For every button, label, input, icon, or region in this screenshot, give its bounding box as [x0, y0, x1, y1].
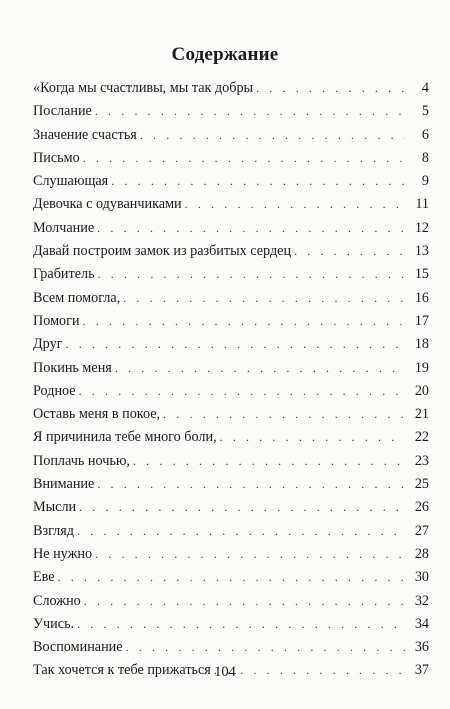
leader-dots [220, 426, 405, 449]
leader-dots [77, 613, 405, 636]
toc-entry-page: 5 [421, 103, 429, 120]
toc-entry-title: Всем помогла, [33, 289, 121, 306]
toc-entry-page: 11 [415, 196, 429, 213]
toc-entry-page: 6 [421, 126, 429, 143]
toc-entry [33, 240, 429, 263]
toc-entry-page: 36 [414, 639, 429, 656]
toc-entry [33, 124, 429, 147]
toc-entry [33, 310, 429, 333]
leader-dots [185, 193, 405, 216]
toc-entry-title: Взгляд [33, 522, 74, 539]
toc-entry [33, 496, 429, 519]
leader-dots [83, 147, 405, 170]
leader-dots [95, 100, 405, 123]
leader-dots [79, 380, 405, 403]
toc-entry [33, 217, 429, 240]
toc-entry-title: Так хочется к тебе прижаться [33, 662, 211, 679]
leader-dots [84, 590, 405, 613]
leader-dots [123, 287, 405, 310]
leader-dots [79, 496, 405, 519]
leader-dots [97, 217, 405, 240]
toc-entry-title: Оставь меня в покое, [33, 406, 161, 423]
toc-entry-page: 22 [414, 429, 429, 446]
toc-entry [33, 520, 429, 543]
toc-entry [33, 380, 429, 403]
leader-dots [98, 263, 405, 286]
toc-entry-page: 32 [414, 592, 429, 609]
leader-dots [83, 310, 405, 333]
toc-entry-title: Помоги [33, 312, 80, 329]
table-of-contents [33, 77, 429, 683]
toc-entry-page: 28 [414, 545, 429, 562]
toc-entry [33, 566, 429, 589]
toc-entry-page: 9 [421, 173, 429, 190]
toc-entry-page: 4 [421, 80, 429, 96]
toc-entry-page: 27 [414, 522, 429, 539]
page-number: 104 [214, 664, 236, 680]
toc-entry [33, 473, 429, 496]
toc-entry-title: Грабитель [33, 266, 95, 283]
toc-entry-title: Сложно [33, 592, 81, 609]
toc-entry-page: 13 [414, 243, 429, 260]
leader-dots [97, 473, 405, 496]
toc-entry-page: 16 [414, 289, 429, 306]
toc-entry [33, 263, 429, 286]
toc-entry-page: 37 [414, 662, 429, 679]
toc-entry-title: Еве [33, 569, 55, 586]
toc-entry-page: 34 [414, 615, 429, 632]
leader-dots [77, 520, 405, 543]
leader-dots [294, 240, 405, 263]
toc-entry-title: Учись. [33, 615, 75, 632]
toc-entry [33, 426, 429, 449]
leader-dots [95, 543, 405, 566]
toc-entry [33, 590, 429, 613]
toc-entry [33, 100, 429, 123]
toc-entry [33, 170, 429, 193]
page-title: Содержание [171, 44, 279, 65]
toc-entry [33, 193, 429, 216]
leader-dots [140, 124, 405, 147]
toc-entry-title: Я причинила тебе много боли, [33, 429, 217, 446]
toc-entry-title: Мысли [33, 499, 77, 516]
toc-entry-title: Друг [33, 336, 63, 353]
toc-entry [33, 613, 429, 636]
leader-dots [256, 77, 405, 100]
leader-dots [133, 450, 405, 473]
toc-entry-title: Не нужно [33, 545, 93, 562]
toc-entry-page: 15 [414, 266, 429, 283]
toc-entry [33, 333, 429, 356]
toc-entry-page: 30 [414, 569, 429, 586]
toc-entry-title: Девочка с одуванчиками [33, 196, 182, 213]
toc-entry-title: «Когда мы счастливы, мы так добры [33, 80, 254, 96]
toc-entry-title: Внимание [33, 476, 95, 493]
toc-entry [33, 403, 429, 426]
toc-entry-title: Воспоминание [33, 639, 123, 656]
toc-entry-title: Давай построим замок из разбитых сердец [33, 243, 292, 260]
toc-entry-page: 26 [414, 499, 429, 516]
toc-entry-page: 20 [414, 382, 429, 399]
toc-entry-page: 8 [421, 149, 429, 166]
toc-entry [33, 77, 429, 100]
toc-entry [33, 543, 429, 566]
toc-entry-title: Послание [33, 103, 92, 120]
toc-entry-page: 17 [414, 312, 429, 329]
toc-entry-page: 18 [414, 336, 429, 353]
toc-entry-title: Молчание [33, 219, 95, 236]
toc-entry-page: 12 [414, 219, 429, 236]
leader-dots [66, 333, 406, 356]
toc-entry-title: Покинь меня [33, 359, 112, 376]
leader-dots [163, 403, 405, 426]
toc-entry [33, 357, 429, 380]
leader-dots [58, 566, 405, 589]
leader-dots [111, 170, 405, 193]
toc-entry-title: Слушающая [33, 173, 109, 190]
toc-entry [33, 147, 429, 170]
toc-entry [33, 450, 429, 473]
toc-entry-title: Родное [33, 382, 76, 399]
toc-entry-title: Поплачь ночью, [33, 452, 130, 469]
leader-dots [126, 636, 405, 659]
leader-dots [115, 357, 405, 380]
toc-entry-page: 25 [414, 476, 429, 493]
toc-entry [33, 636, 429, 659]
toc-entry [33, 287, 429, 310]
toc-entry-title: Значение счастья [33, 126, 137, 143]
toc-entry-page: 19 [414, 359, 429, 376]
toc-entry-page: 23 [414, 452, 429, 469]
toc-entry-page: 21 [414, 406, 429, 423]
toc-entry-title: Письмо [33, 149, 80, 166]
